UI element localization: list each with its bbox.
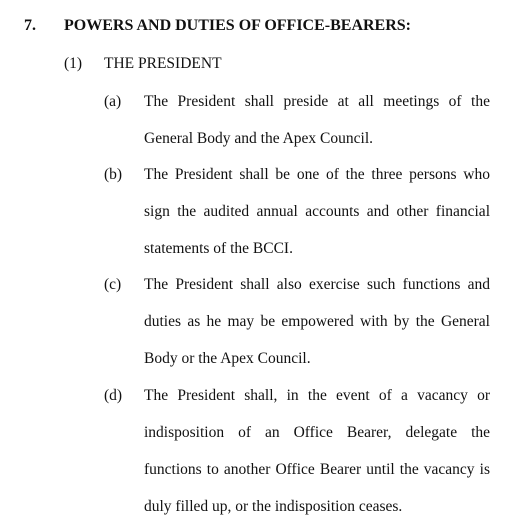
section-heading	[24, 14, 510, 38]
clause-line: duties as he may be empowered with by the General	[144, 313, 490, 330]
clause-line: Body or the Apex Council.	[144, 350, 311, 367]
clause-a	[104, 83, 490, 157]
clause-text	[144, 266, 490, 377]
clause-line: functions to another Office Bearer until the vacancy is	[144, 461, 490, 478]
clause-text	[144, 83, 490, 157]
clause-label: (a)	[104, 93, 122, 110]
clause-c	[104, 266, 490, 377]
clause-label: (d)	[104, 387, 123, 404]
clause-line: The President shall, in the event of a vacancy or	[144, 387, 490, 404]
clause-line: The President shall also exercise such functions and	[144, 276, 490, 293]
subsection-title: THE PRESIDENT	[104, 55, 222, 72]
clause-text	[144, 156, 490, 267]
subsection-number: (1)	[64, 55, 83, 72]
clause-line: General Body and the Apex Council.	[144, 130, 374, 147]
subsection-heading	[64, 52, 222, 76]
clause-b	[104, 156, 490, 267]
clause-line: statements of the BCCI.	[144, 240, 293, 257]
clause-line: indisposition of an Office Bearer, delegate the	[144, 424, 490, 441]
clause-label: (b)	[104, 166, 123, 183]
clause-line: The President shall be one of the three persons who	[144, 166, 490, 183]
clause-text	[144, 377, 490, 525]
clause-d	[104, 377, 490, 525]
clause-line: The President shall preside at all meetings of the	[144, 93, 490, 110]
clause-label: (c)	[104, 276, 122, 293]
clause-line: sign the audited annual accounts and other financial	[144, 203, 490, 220]
clause-line: duly filled up, or the indisposition ceases.	[144, 498, 403, 515]
section-title: POWERS AND DUTIES OF OFFICE-BEARERS:	[64, 17, 412, 34]
section-number: 7.	[24, 17, 36, 34]
